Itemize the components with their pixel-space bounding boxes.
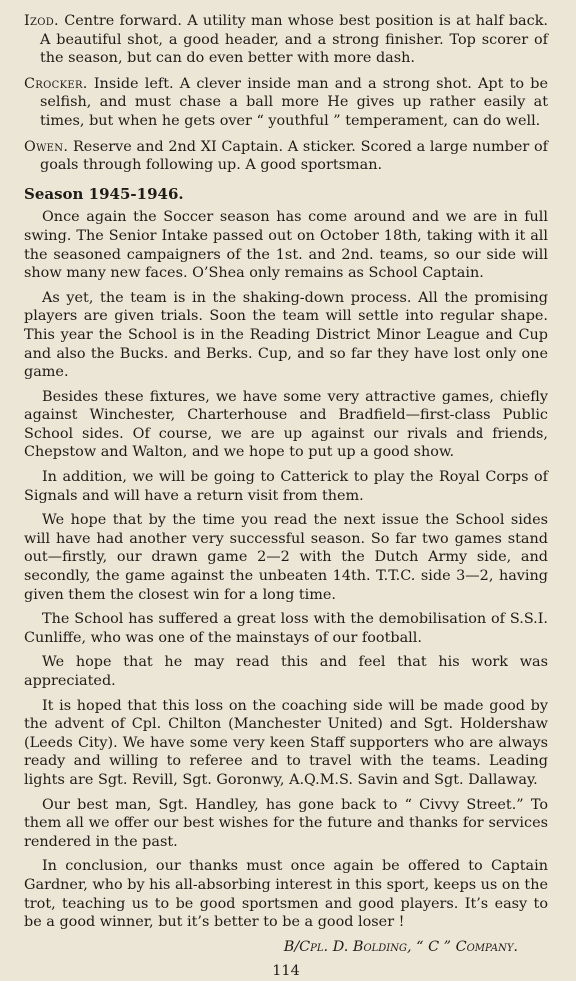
paragraph-5: We hope that by the time you read the next issue the School sides will have had another very successful season. So far two games stand out—firstly, our drawn game 2—2 with the Dutch Army side, and secondly, the game against the unbeaten 14th. T.T.C. side 3—2, having given them the closest win for a long time.: [24, 512, 548, 603]
player-name: Crocker.: [24, 75, 88, 92]
paragraph-4: In addition, we will be going to Catterick to play the Royal Corps of Signals and will have a return visit from them.: [24, 469, 548, 504]
player-entry-izod: [24, 12, 548, 68]
paragraph-1: Once again the Soccer season has come around and we are in full swing. The Senior Intake passed out on October 18th, taking with it all the seasoned campaigners of the 1st. and 2nd. teams, so our side will show many new faces. O’Shea only remains as School Captain.: [24, 209, 548, 282]
paragraph-8: It is hoped that this loss on the coaching side will be made good by the advent of Cpl. Chilton (Manchester United) and Sgt. Holdershaw (Leeds City). We have some very keen Staff supporters who are always ready and willing to referee and to travel with the teams. Leading lights are Sgt. Revill, Sgt. Goronwy, A.Q.M.S. Savin and Sgt. Dallaway.: [24, 697, 548, 788]
page-number: 114: [272, 963, 300, 980]
season-heading: Season 1945-1946.: [24, 184, 184, 203]
paragraph-10: In conclusion, our thanks must once again be offered to Captain Gardner, who by his all-absorbing interest in this sport, keeps us on the trot, teaching us to be good sportsmen and good players. It’s easy to be a good winner, but it’s better to be a good loser !: [24, 858, 548, 931]
paragraph-3: Besides these fixtures, we have some very attractive games, chiefly against Winchester, Charterhouse and Bradfield—first-class Public School sides. Of course, we are up against our rivals and friends, Chepstow and Walton, and we hope to put up a good show.: [24, 388, 548, 461]
player-entry-owen: [24, 138, 548, 175]
player-description: Reserve and 2nd XI Captain. A sticker. Scored a large number of goals through following up. A good sportsman.: [40, 138, 549, 174]
player-description: Inside left. A clever inside man and a strong shot. Apt to be selfish, and must chase a ball more He gives up rather easily at times, but when he gets over “ youthful ” temperament, can do well.: [40, 75, 548, 129]
player-name: Izod.: [24, 13, 59, 29]
paragraph-2: As yet, the team is in the shaking-down process. All the promising players are given trials. Soon the team will settle into regular shape. This year the School is in the Reading District Minor League and Cup and also the Bucks. and Berks. Cup, and so far they have lost only one game.: [24, 289, 548, 381]
player-entry-crocker: [24, 75, 548, 131]
author-signature: B/Cpl. D. Bolding, “ C ” Company.: [283, 938, 518, 955]
paragraph-6: The School has suffered a great loss with the demobilisation of S.S.I. Cunliffe, who was one of the mainstays of our football.: [24, 611, 548, 646]
paragraph-7: We hope that he may read this and feel that his work was appreciated.: [24, 654, 548, 689]
player-description: Centre forward. A utility man whose best position is at half back. A beautiful shot, a good header, and a strong finisher. Top scorer of the season, but can do even better with more dash.: [40, 13, 548, 67]
paragraph-9: Our best man, Sgt. Handley, has gone back to “ Civvy Street.” To them all we offer our best wishes for the future and thanks for services rendered in the past.: [24, 796, 548, 850]
player-name: Owen.: [24, 138, 69, 155]
